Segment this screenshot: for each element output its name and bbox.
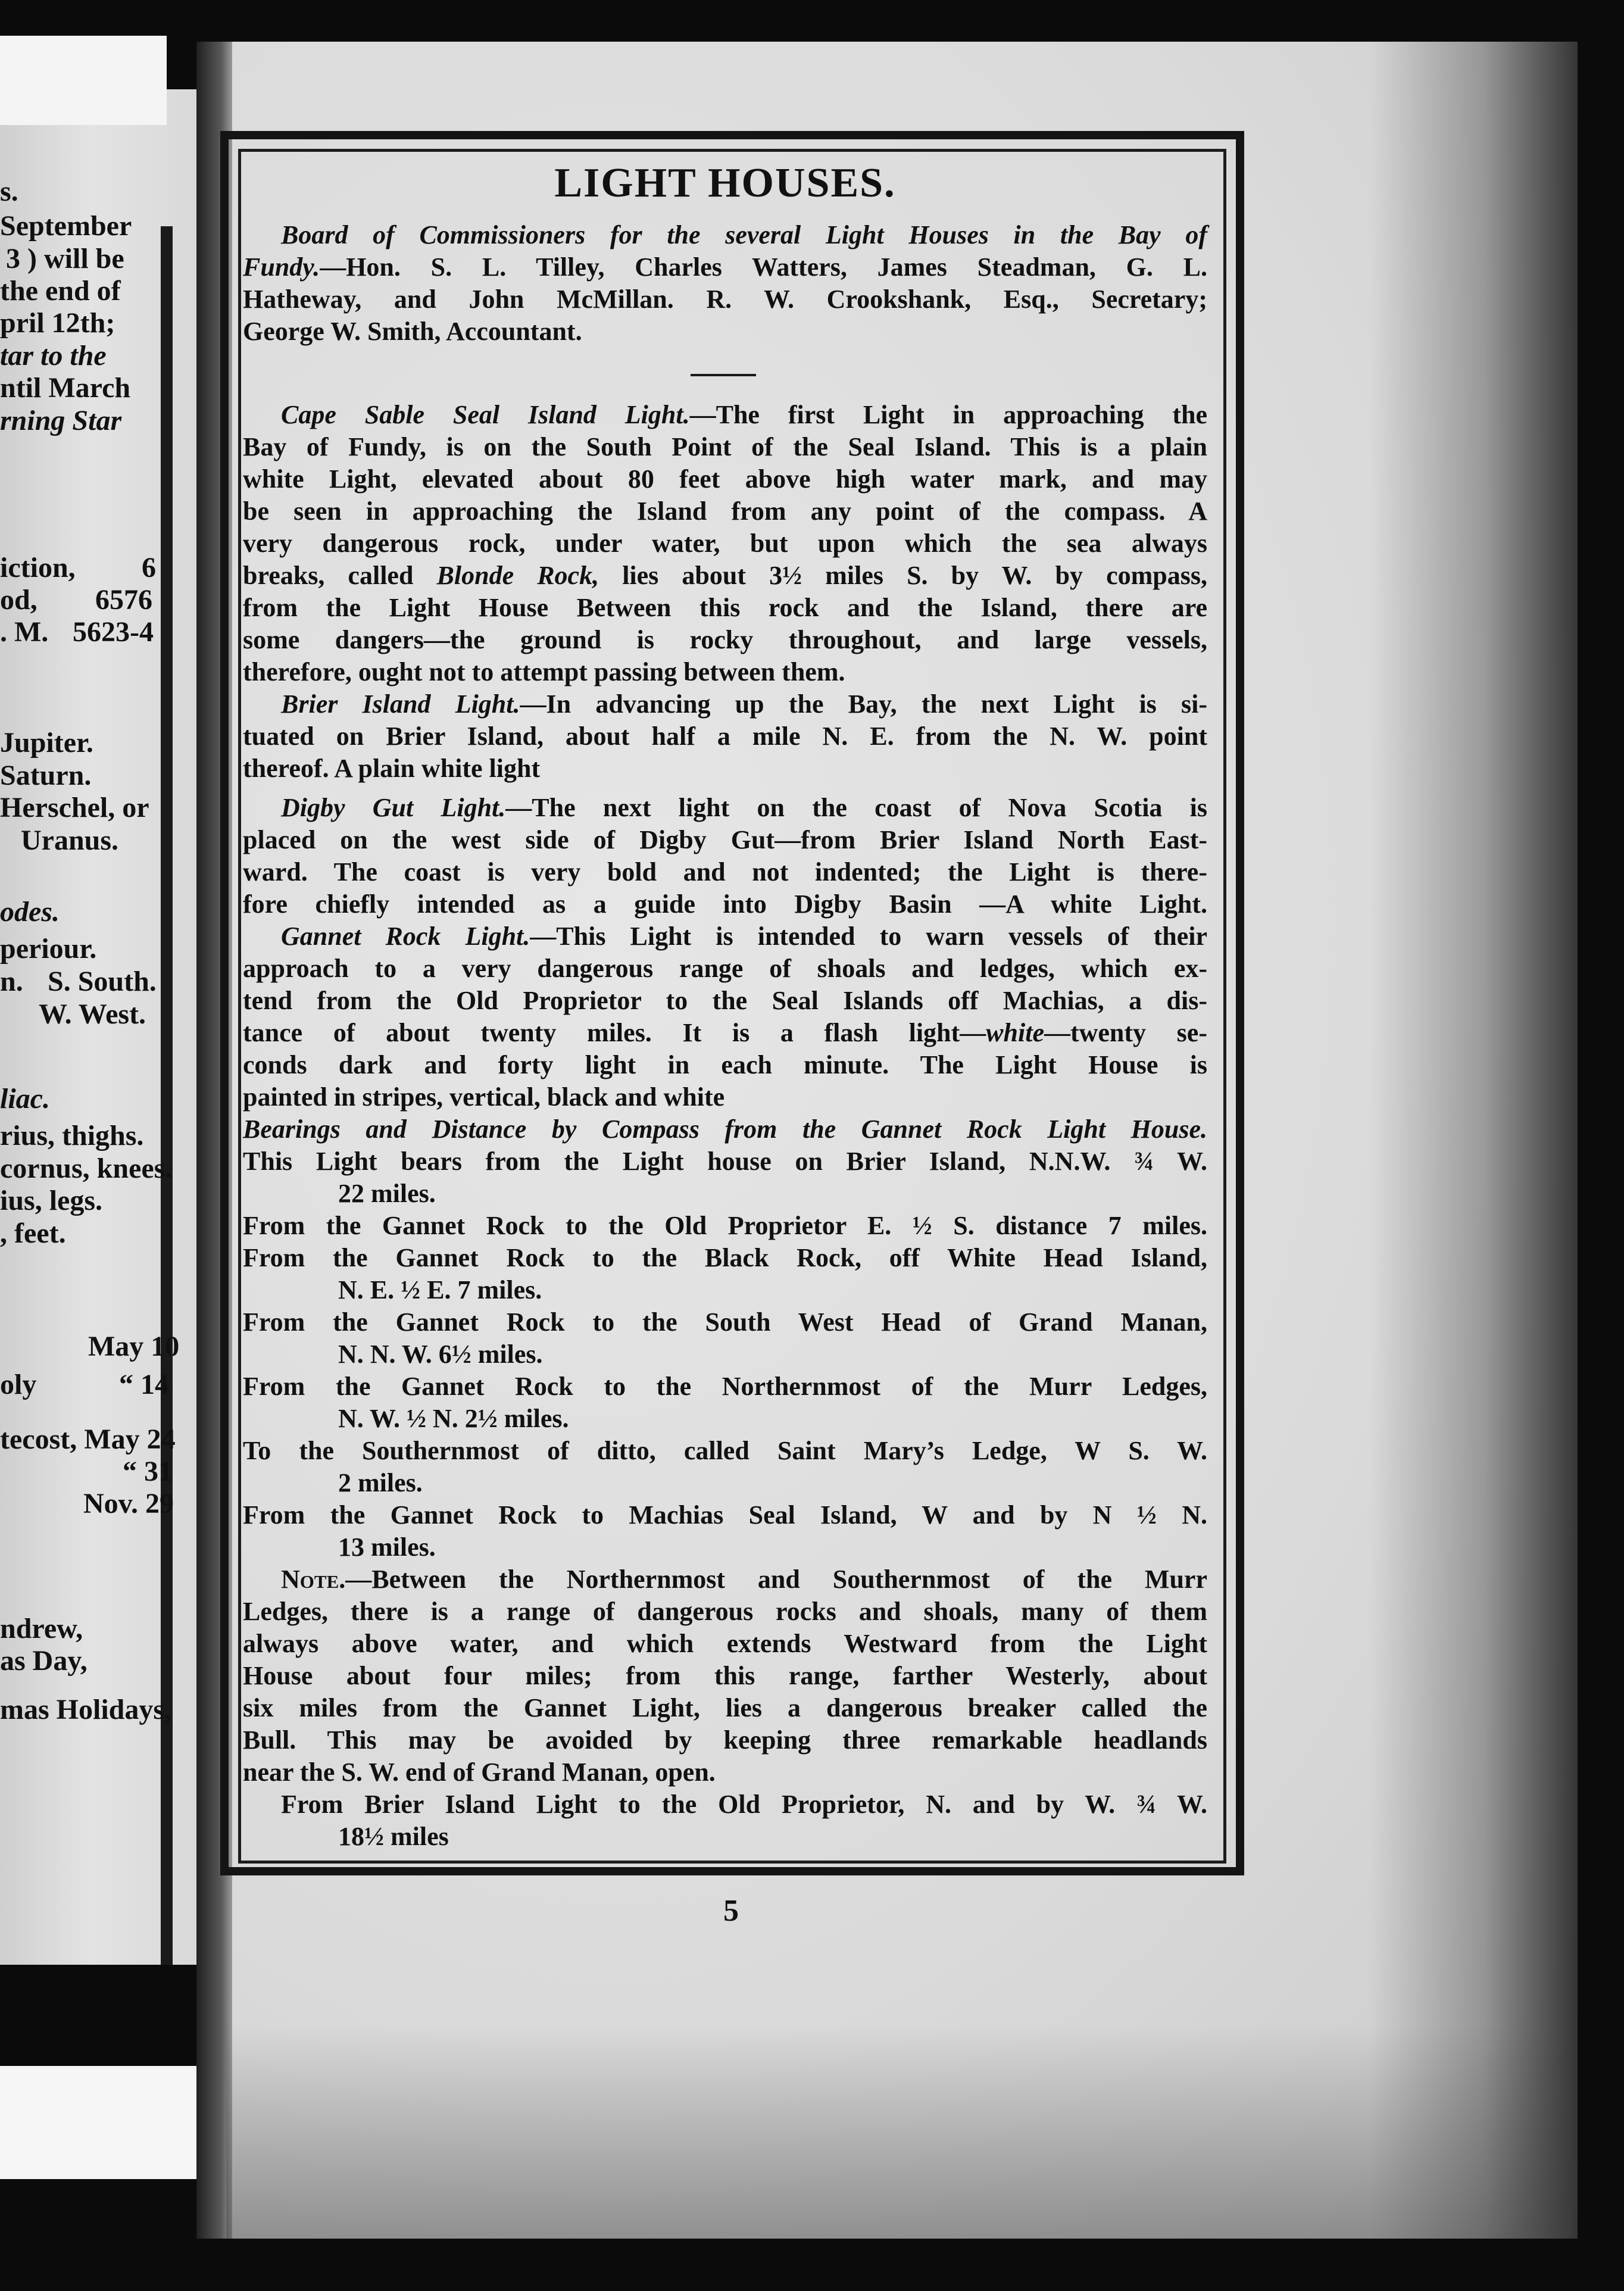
- text-line: Ledges, there is a range of dangerous rocks and shoals, many of them: [243, 1597, 1207, 1626]
- text-line: six miles from the Gannet Light, lies a dangerous breaker called the: [243, 1693, 1207, 1722]
- page-bottom-shadow: [226, 2024, 1572, 2239]
- text-line: Digby Gut Light.—The next light on the coast of Nova Scotia is: [281, 793, 1208, 822]
- left-fragment: 5623-4: [73, 616, 154, 648]
- text-line: 18½ miles: [338, 1822, 449, 1851]
- text-line: From the Gannet Rock to Machias Seal Island, W and by N ½ N.: [243, 1500, 1207, 1530]
- left-fragment: “ 31: [123, 1456, 173, 1487]
- text-line: tance of about twenty miles. It is a flash light—white—twenty se-: [243, 1018, 1207, 1047]
- page-edge-shadow: [1369, 42, 1578, 2239]
- left-fragment: rning Star: [0, 405, 122, 436]
- text-line: conds dark and forty light in each minute. The Light House is: [243, 1050, 1207, 1079]
- left-fragment: ndrew,: [0, 1613, 83, 1644]
- text-line: From the Gannet Rock to the Black Rock, off White Head Island,: [243, 1243, 1207, 1272]
- text-line: From the Gannet Rock to the Old Proprietor E. ½ S. distance 7 miles.: [243, 1211, 1207, 1240]
- text-line: Fundy.—Hon. S. L. Tilley, Charles Watters, James Steadman, G. L.: [243, 252, 1207, 282]
- left-fragment: tar to the: [0, 340, 107, 372]
- text-line: therefore, ought not to attempt passing between them.: [243, 657, 845, 686]
- text-line: 13 miles.: [338, 1532, 436, 1562]
- text-line: fore chiefly intended as a guide into Digby Basin —A white Light.: [243, 889, 1207, 919]
- left-fragment: Saturn.: [0, 760, 92, 791]
- left-fragment: S. South.: [48, 966, 157, 997]
- text-line: N. E. ½ E. 7 miles.: [338, 1275, 542, 1304]
- left-fragment: as Day,: [0, 1645, 88, 1677]
- text-line: Bay of Fundy, is on the South Point of the Seal Island. This is a plain: [243, 432, 1207, 461]
- left-fragment: iction,: [0, 552, 76, 583]
- left-fragment: ius, legs.: [0, 1185, 103, 1216]
- left-fragment: 3 ) will be: [6, 243, 124, 274]
- left-fragment: od,: [0, 584, 38, 616]
- text-line: N. W. ½ N. 2½ miles.: [338, 1404, 569, 1433]
- left-fragment: , feet.: [0, 1218, 66, 1249]
- text-line: Note.—Between the Northernmost and Southernmost of the Murr: [281, 1565, 1207, 1594]
- text-line: very dangerous rock, under water, but upon which the sea always: [243, 529, 1207, 558]
- text-line: some dangers—the ground is rocky throughout, and large vessels,: [243, 625, 1207, 654]
- bearings-heading: Bearings and Distance by Compass from the Gannet Rock Light House.: [243, 1115, 1207, 1144]
- light-houses-article: [243, 154, 1207, 1856]
- left-fragment: Nov. 29: [83, 1488, 174, 1519]
- text-line: Brier Island Light.—In advancing up the Bay, the next Light is si-: [281, 689, 1208, 719]
- left-fragment: tecost, May 24: [0, 1424, 176, 1455]
- section-divider: [691, 374, 756, 376]
- left-fragment: W. West.: [39, 998, 146, 1030]
- left-fragment: Herschel, or: [0, 792, 149, 823]
- text-line: always above water, and which extends Westward from the Light: [243, 1629, 1207, 1658]
- text-line: approach to a very dangerous range of shoals and ledges, which ex-: [243, 954, 1207, 983]
- text-line: placed on the west side of Digby Gut—from Brier Island North East-: [243, 825, 1207, 854]
- text-line: N. N. W. 6½ miles.: [338, 1340, 543, 1369]
- left-fragment: rius, thighs.: [0, 1120, 144, 1151]
- left-fragment: ntil March: [0, 372, 131, 404]
- text-line: thereof. A plain white light: [243, 754, 541, 783]
- left-fragment: cornus, knees.: [0, 1153, 173, 1184]
- left-fragment: “ 14: [119, 1369, 169, 1400]
- left-fragment: pril 12th;: [0, 307, 115, 339]
- text-line: To the Southernmost of ditto, called Saint Mary’s Ledge, W S. W.: [243, 1436, 1207, 1465]
- text-line: breaks, called Blonde Rock, lies about 3½ miles S. by W. by compass,: [243, 561, 1207, 590]
- left-page-bottom-margin: [0, 2066, 199, 2179]
- page-number: 5: [723, 1894, 739, 1928]
- text-line: 2 miles.: [338, 1468, 423, 1497]
- text-line: painted in stripes, vertical, black and white: [243, 1082, 725, 1112]
- left-fragment: 6: [142, 552, 156, 583]
- text-line: Cape Sable Seal Island Light.—The first Light in approaching the: [281, 400, 1207, 429]
- text-line: Bull. This may be avoided by keeping three remarkable headlands: [243, 1725, 1207, 1755]
- left-page-torn-corner: [0, 36, 167, 125]
- text-line: From the Gannet Rock to the South West Head of Grand Manan,: [243, 1307, 1207, 1337]
- text-line: House about four miles; from this range, farther Westerly, about: [243, 1661, 1207, 1690]
- text-line: This Light bears from the Light house on Brier Island, N.N.W. ¾ W.: [243, 1147, 1207, 1176]
- left-fragment: liac.: [0, 1083, 50, 1115]
- text-line: From Brier Island Light to the Old Proprietor, N. and by W. ¾ W.: [281, 1790, 1207, 1819]
- page-title: LIGHT HOUSES.: [554, 160, 896, 206]
- left-fragment: odes.: [0, 896, 60, 928]
- left-fragment: periour.: [0, 933, 97, 965]
- text-line: tuated on Brier Island, about half a mile N. E. from the N. W. point: [243, 722, 1207, 751]
- text-line: near the S. W. end of Grand Manan, open.: [243, 1758, 716, 1787]
- text-line: Hatheway, and John McMillan. R. W. Crookshank, Esq., Secretary;: [243, 285, 1207, 314]
- left-fragment: 6576: [95, 584, 152, 616]
- left-fragment: . M.: [0, 616, 49, 648]
- left-fragment: Jupiter.: [0, 727, 93, 759]
- left-fragment: September: [0, 210, 132, 242]
- text-line: Gannet Rock Light.—This Light is intended to warn vessels of their: [281, 922, 1207, 951]
- left-fragment: n.: [0, 966, 23, 997]
- text-line: 22 miles.: [338, 1179, 436, 1208]
- text-line: From the Gannet Rock to the Northernmost of the Murr Ledges,: [243, 1372, 1207, 1401]
- text-line: be seen in approaching the Island from any point of the compass. A: [243, 497, 1207, 526]
- text-line: from the Light House Between this rock and the Island, there are: [243, 593, 1207, 622]
- left-fragment: the end of: [0, 275, 121, 307]
- left-fragment: s.: [0, 176, 18, 207]
- left-fragment: mas Holidays,: [0, 1694, 172, 1725]
- text-line: George W. Smith, Accountant.: [243, 317, 582, 346]
- text-line: Board of Commissioners for the several Light Houses in the Bay of: [281, 220, 1207, 249]
- text-line: tend from the Old Proprietor to the Seal Islands off Machias, a dis-: [243, 986, 1207, 1015]
- left-fragment: May 10: [88, 1331, 180, 1362]
- left-fragment: oly: [0, 1369, 37, 1400]
- left-fragment: Uranus.: [21, 825, 119, 856]
- text-line: white Light, elevated about 80 feet above high water mark, and may: [243, 464, 1207, 494]
- text-line: ward. The coast is very bold and not indented; the Light is there-: [243, 857, 1207, 887]
